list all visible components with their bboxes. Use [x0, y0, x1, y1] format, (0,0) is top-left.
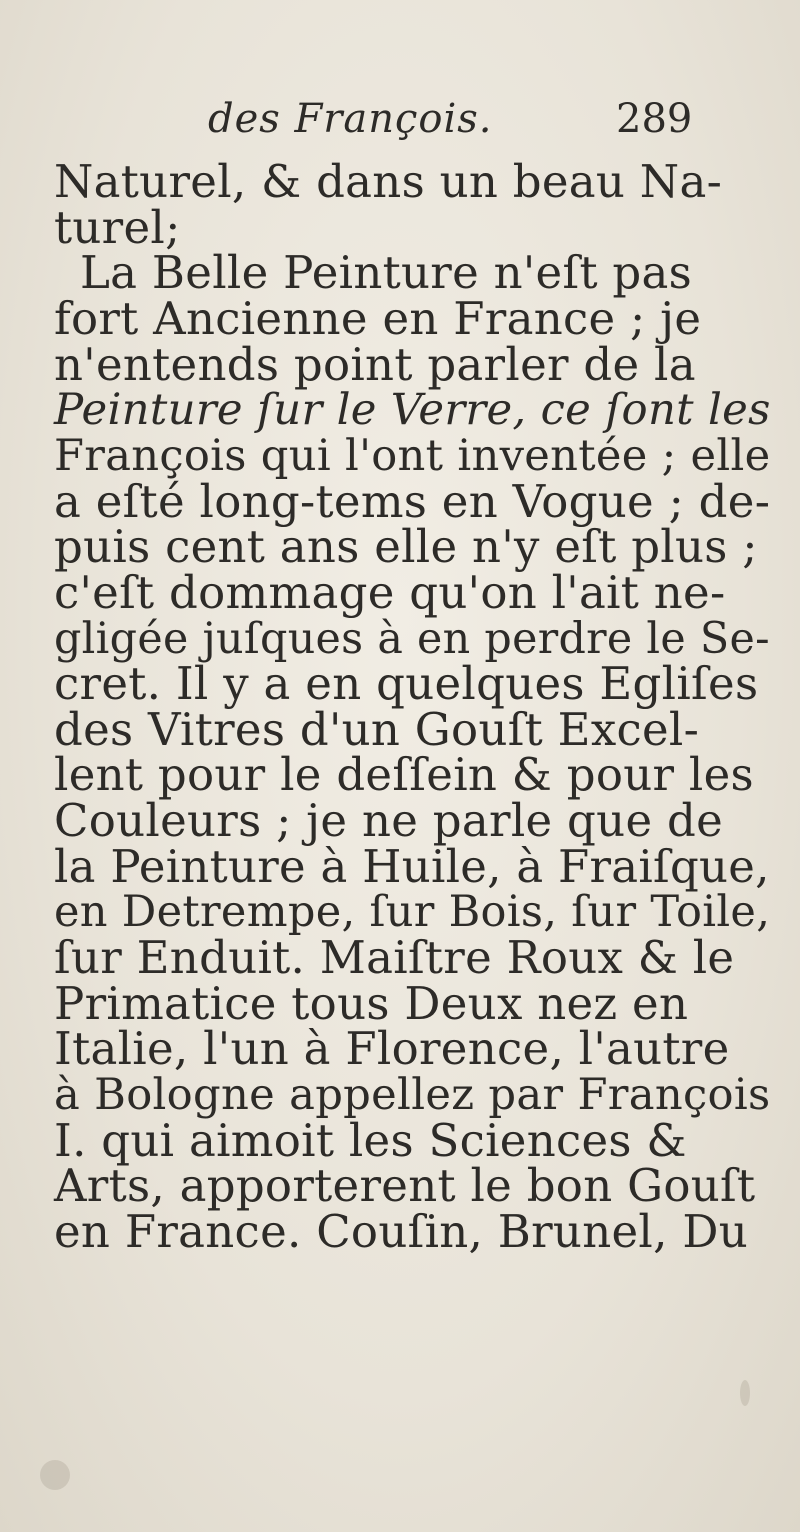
text-line: fort Ancienne en France ; je — [54, 292, 702, 345]
text-line: I. qui aimoit les Sciences & — [54, 1114, 687, 1167]
text-line: gligée juſques à en perdre le Se- — [54, 614, 770, 664]
text-line: à Bologne appellez par François — [54, 1070, 771, 1120]
text-line: en Detrempe, ſur Bois, ſur Toile, — [54, 887, 771, 937]
text-line: Peinture ſur le Verre, ce ſont les — [54, 385, 771, 435]
text-line: Primatice tous Deux nez en — [54, 977, 689, 1030]
text-line: Couleurs ; je ne parle que de — [54, 794, 724, 847]
page-number: 289 — [616, 96, 693, 142]
text-line: en France. Couſin, Brunel, Du — [54, 1205, 748, 1258]
text-line: des Vitres d'un Gouſt Excel- — [54, 703, 700, 756]
text-line: n'entends point parler de la — [54, 338, 696, 391]
page-header — [0, 96, 800, 146]
running-head: des François. — [208, 96, 493, 142]
text-line: La Belle Peinture n'eſt pas — [80, 246, 693, 299]
text-line: a eſté long-tems en Vogue ; de- — [54, 475, 771, 528]
ink-speck — [40, 1460, 70, 1490]
text-line: Italie, l'un à Florence, l'autre — [54, 1022, 730, 1075]
text-line: François qui l'ont inventée ; elle — [54, 431, 771, 481]
text-line: Arts, apporterent le bon Gouſt — [54, 1159, 756, 1212]
text-line: lent pour le deſſein & pour les — [54, 748, 754, 801]
text-line: turel; — [54, 201, 181, 254]
text-line: puis cent ans elle n'y eſt plus ; — [54, 520, 758, 573]
ink-speck — [740, 1380, 750, 1406]
text-line: cret. Il y a en quelques Egliſes — [54, 657, 759, 710]
text-line: la Peinture à Huile, à Fraiſque, — [54, 840, 770, 893]
text-line: ſur Enduit. Maiſtre Roux & le — [54, 931, 735, 984]
text-line: Naturel, & dans un beau Na- — [54, 155, 723, 208]
text-line: c'eſt dommage qu'on l'ait ne- — [54, 566, 726, 619]
